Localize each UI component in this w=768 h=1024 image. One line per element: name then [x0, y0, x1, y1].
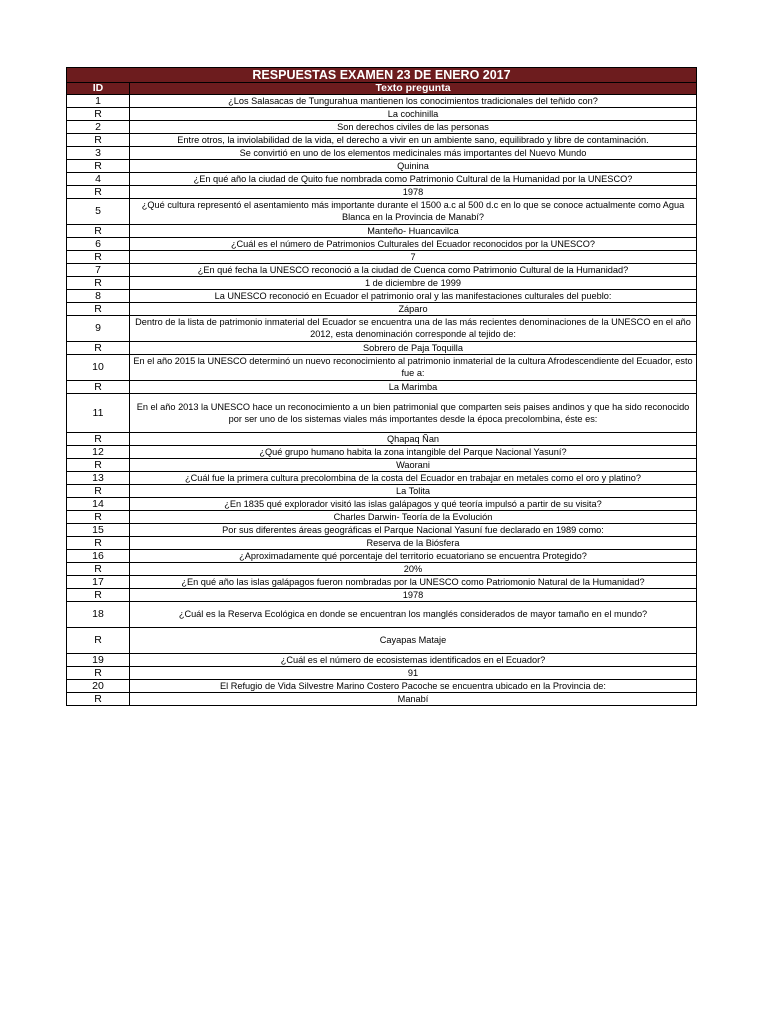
row-id: R	[67, 667, 130, 680]
row-id: 19	[67, 654, 130, 667]
question-row	[67, 264, 697, 277]
row-id: 18	[67, 602, 130, 628]
answers-table	[66, 67, 697, 706]
question-row	[67, 290, 697, 303]
question-row	[67, 316, 697, 342]
answer-row	[67, 667, 697, 680]
answer-text: Manteño- Huancavilca	[130, 225, 697, 238]
question-text: Son derechos civiles de las personas	[130, 121, 697, 134]
row-id: 9	[67, 316, 130, 342]
question-row	[67, 576, 697, 589]
answer-row	[67, 589, 697, 602]
question-text: ¿Los Salasacas de Tungurahua mantienen los conocimientos tradicionales del teñido con?	[130, 95, 697, 108]
answer-row	[67, 485, 697, 498]
answer-row	[67, 511, 697, 524]
answer-text: 91	[130, 667, 697, 680]
question-text: ¿Cuál fue la primera cultura precolombina de la costa del Ecuador en trabajar en metales como el oro y platino?	[130, 472, 697, 485]
question-row	[67, 238, 697, 251]
question-row	[67, 602, 697, 628]
question-row	[67, 472, 697, 485]
question-row	[67, 498, 697, 511]
row-id: R	[67, 277, 130, 290]
question-row	[67, 394, 697, 433]
question-row	[67, 199, 697, 225]
answer-text: La Marimba	[130, 381, 697, 394]
row-id: R	[67, 693, 130, 706]
answer-row	[67, 381, 697, 394]
row-id: R	[67, 108, 130, 121]
row-id: 12	[67, 446, 130, 459]
answer-text: 1978	[130, 186, 697, 199]
row-id: 8	[67, 290, 130, 303]
question-row	[67, 121, 697, 134]
row-id: 20	[67, 680, 130, 693]
question-text: ¿En qué fecha la UNESCO reconoció a la ciudad de Cuenca como Patrimonio Cultural de la Humanidad?	[130, 264, 697, 277]
question-text: ¿Cuál es la Reserva Ecológica en donde se encuentran los manglés considerados de mayor tamaño en el mundo?	[130, 602, 697, 628]
answer-row	[67, 537, 697, 550]
question-row	[67, 173, 697, 186]
question-text: ¿Qué cultura representó el asentamiento más importante durante el 1500 a.c al 500 d.c en lo que se conoce actualmente como Agua Blanca en la Provincia de Manabí?	[130, 199, 697, 225]
question-text: ¿Cuál es el número de Patrimonios Culturales del Ecuador reconocidos por la UNESCO?	[130, 238, 697, 251]
row-id: R	[67, 459, 130, 472]
answer-text: Cayapas Mataje	[130, 628, 697, 654]
title-row	[67, 68, 697, 83]
question-row	[67, 95, 697, 108]
question-text: ¿En 1835 qué explorador visitó las islas galápagos y qué teoría impulsó a partir de su visita?	[130, 498, 697, 511]
answer-text: 7	[130, 251, 697, 264]
answer-row	[67, 251, 697, 264]
row-id: 17	[67, 576, 130, 589]
question-text: La UNESCO reconoció en Ecuador el patrimonio oral y las manifestaciones culturales del pueblo:	[130, 290, 697, 303]
answer-text: Záparo	[130, 303, 697, 316]
question-text: ¿En qué año la ciudad de Quito fue nombrada como Patrimonio Cultural de la Humanidad por la UNESCO?	[130, 173, 697, 186]
answer-text: La cochinilla	[130, 108, 697, 121]
question-text: En el año 2013 la UNESCO hace un reconocimiento a un bien patrimonial que comparten seis paises andinos y que ha sido reconocido por ser uno de los sistemas viales más importantes desde la época precolombina, éste es:	[130, 394, 697, 433]
answer-text: La Tolita	[130, 485, 697, 498]
sheet-title: RESPUESTAS EXAMEN 23 DE ENERO 2017	[67, 68, 697, 83]
question-text: Dentro de la lista de patrimonio inmaterial del Ecuador se encuentra una de las más recientes denominaciones de la UNESCO en el año 2012, esta denominación corresponde al tejido de:	[130, 316, 697, 342]
column-header-text: Texto pregunta	[130, 83, 697, 95]
answer-row	[67, 342, 697, 355]
answer-text: Reserva de la Biósfera	[130, 537, 697, 550]
row-id: R	[67, 537, 130, 550]
question-text: ¿En qué año las islas galápagos fueron nombradas por la UNESCO como Patriomonio Natural de la Humanidad?	[130, 576, 697, 589]
answer-text: Quinina	[130, 160, 697, 173]
question-text: ¿Cuál es el número de ecosistemas identificados en el Ecuador?	[130, 654, 697, 667]
answer-row	[67, 108, 697, 121]
row-id: 1	[67, 95, 130, 108]
row-id: R	[67, 160, 130, 173]
question-text: El Refugio de Vida Silvestre Marino Costero Pacoche se encuentra ubicado en la Provincia de:	[130, 680, 697, 693]
row-id: 11	[67, 394, 130, 433]
answer-row	[67, 628, 697, 654]
row-id: 14	[67, 498, 130, 511]
answer-text: 1 de diciembre de 1999	[130, 277, 697, 290]
question-text: Se convirtió en uno de los elementos medicinales más importantes del Nuevo Mundo	[130, 147, 697, 160]
row-id: 7	[67, 264, 130, 277]
column-header-id: ID	[67, 83, 130, 95]
answer-row	[67, 459, 697, 472]
row-id: R	[67, 433, 130, 446]
answer-text: Charles Darwin- Teoría de la Evolución	[130, 511, 697, 524]
answer-text: Sobrero de Paja Toquilla	[130, 342, 697, 355]
row-id: R	[67, 589, 130, 602]
row-id: R	[67, 303, 130, 316]
column-header-row	[67, 83, 697, 95]
answer-row	[67, 693, 697, 706]
answer-row	[67, 433, 697, 446]
row-id: R	[67, 381, 130, 394]
question-row	[67, 147, 697, 160]
row-id: R	[67, 225, 130, 238]
question-row	[67, 680, 697, 693]
row-id: R	[67, 186, 130, 199]
question-text: Por sus diferentes áreas geográficas el Parque Nacional Yasuní fue declarado en 1989 como:	[130, 524, 697, 537]
answer-text: 20%	[130, 563, 697, 576]
row-id: 5	[67, 199, 130, 225]
question-row	[67, 654, 697, 667]
answer-text: Entre otros, la inviolabilidad de la vida, el derecho a vivir en un ambiente sano, equilibrado y libre de contaminación.	[130, 134, 697, 147]
answer-text: Qhapaq Ñan	[130, 433, 697, 446]
answer-row	[67, 186, 697, 199]
question-text: ¿Aproximadamente qué porcentaje del territorio ecuatoriano se encuentra Protegido?	[130, 550, 697, 563]
row-id: R	[67, 134, 130, 147]
answer-row	[67, 563, 697, 576]
row-id: 16	[67, 550, 130, 563]
answer-row	[67, 160, 697, 173]
row-id: R	[67, 251, 130, 264]
row-id: 15	[67, 524, 130, 537]
answer-row	[67, 225, 697, 238]
row-id: 13	[67, 472, 130, 485]
answer-text: Waorani	[130, 459, 697, 472]
question-row	[67, 550, 697, 563]
answer-row	[67, 277, 697, 290]
answer-row	[67, 134, 697, 147]
row-id: R	[67, 342, 130, 355]
row-id: 10	[67, 355, 130, 381]
question-row	[67, 524, 697, 537]
row-id: 6	[67, 238, 130, 251]
question-row	[67, 446, 697, 459]
row-id: R	[67, 485, 130, 498]
row-id: 3	[67, 147, 130, 160]
question-text: En el año 2015 la UNESCO determinó un nuevo reconocimiento al patrimonio inmaterial de la cultura Afrodescendiente del Ecuador, esto fue a:	[130, 355, 697, 381]
row-id: R	[67, 511, 130, 524]
answer-text: 1978	[130, 589, 697, 602]
row-id: 4	[67, 173, 130, 186]
row-id: 2	[67, 121, 130, 134]
row-id: R	[67, 628, 130, 654]
row-id: R	[67, 563, 130, 576]
question-text: ¿Qué grupo humano habita la zona intangible del Parque Nacional Yasuní?	[130, 446, 697, 459]
answer-text: Manabí	[130, 693, 697, 706]
question-row	[67, 355, 697, 381]
answer-row	[67, 303, 697, 316]
